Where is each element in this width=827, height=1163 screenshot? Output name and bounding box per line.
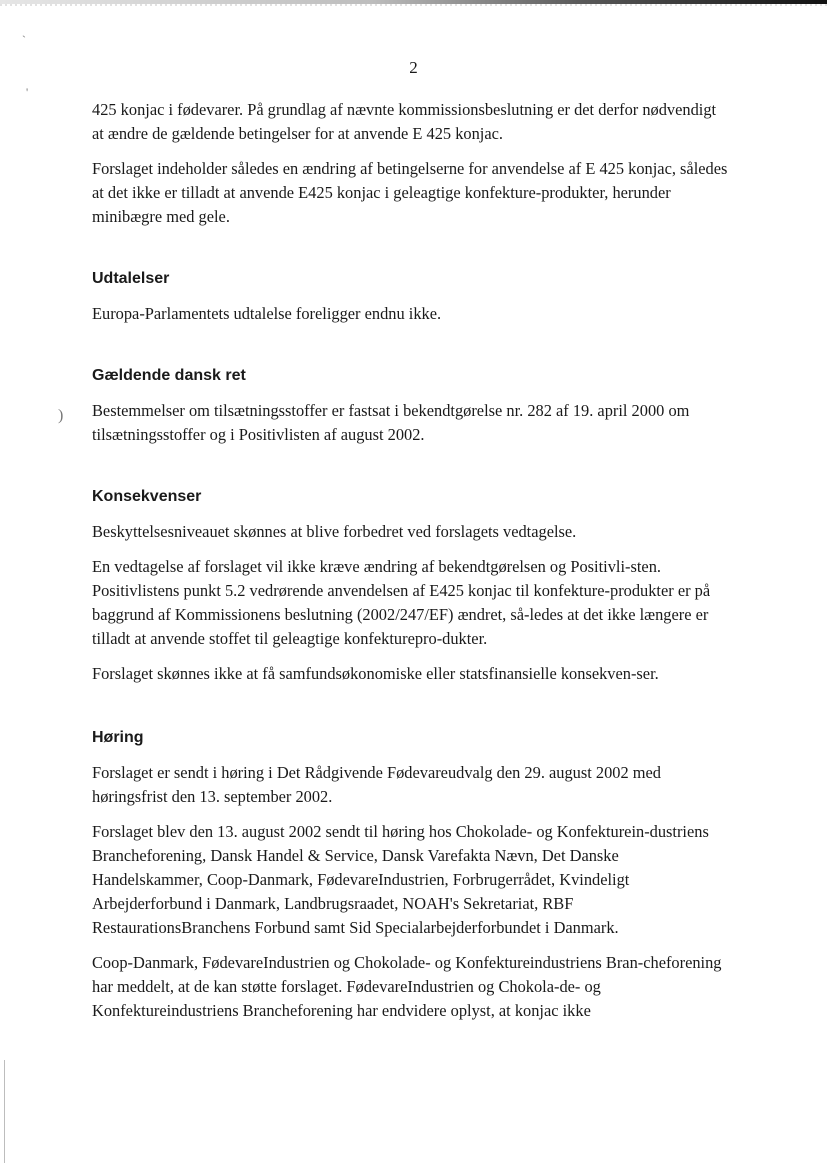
section-udtalelser	[92, 267, 728, 326]
intro-paragraph: Forslaget indeholder således en ændring af betingelserne for anvendelse af E 425 konjac, således at det ikke er tilladt at anvende E425 konjac i geleagtige konfekture-produkter, herunder minibægre med gele.	[92, 159, 728, 226]
section-paragraph: Europa-Parlamentets udtalelse foreligger endnu ikke.	[92, 304, 442, 323]
section-heading: Gældende dansk ret	[92, 367, 246, 384]
section-paragraph: Forslaget skønnes ikke at få samfundsøkonomiske eller statsfinansielle konsekven-ser.	[92, 664, 659, 683]
section-paragraph: Forslaget blev den 13. august 2002 sendt til høring hos Chokolade- og Konfekturein-dustriens Brancheforening, Dansk Handel & Service, Dansk Varefakta Nævn, Det Danske Handelskammer, Coop-Danmark, FødevareIndustrien, Forbrugerrådet, Kvindeligt Arbejderforbund i Danmark, Landbrugsraadet, NOAH's Sekretariat, RBF RestaurationsBranchens Forbund samt Sid Specialarbejderforbundet i Danmark.	[92, 822, 709, 937]
section-heading: Høring	[92, 729, 144, 746]
section-paragraph: Coop-Danmark, FødevareIndustrien og Chokolade- og Konfektureindustriens Bran-cheforening har meddelt, at de kan støtte forslaget. FødevareIndustrien og Chokola-de- og Konfektureindustriens Brancheforening har endvidere oplyst, at konjac ikke	[92, 953, 722, 1020]
section-heading: Konsekvenser	[92, 488, 202, 505]
section-hoering	[92, 726, 728, 1023]
scan-edge-left	[4, 1060, 5, 1163]
scan-speck: )	[58, 407, 64, 424]
scan-noise-top	[0, 4, 827, 6]
intro-paragraph: 425 konjac i fødevarer. På grundlag af nævnte kommissionsbeslutning er det derfor nødvendigt at ændre de gældende betingelser for at anvende E 425 konjac.	[92, 100, 717, 143]
document-body	[92, 98, 728, 1034]
section-paragraph: Bestemmelser om tilsætningsstoffer er fastsat i bekendtgørelse nr. 282 af 19. april 2000 om tilsætningsstoffer og i Positivlisten af august 2002.	[92, 401, 690, 444]
section-paragraph: Beskyttelsesniveauet skønnes at blive forbedret ved forslagets vedtagelse.	[92, 522, 577, 541]
section-heading: Udtalelser	[92, 270, 170, 287]
section-paragraph: En vedtagelse af forslaget vil ikke kræve ændring af bekendtgørelsen og Positivli-sten. Positivlistens punkt 5.2 vedrørende anvendelsen af E425 konjac til konfekture-produkter er på baggrund af Kommissionens beslutning (2002/247/EF) ændret, så-ledes at det ikke længere er tilladt at anvende stoffet til geleagtige konfekturepro-dukter.	[92, 557, 711, 648]
scan-speck: `	[22, 33, 26, 47]
section-gaeldende-dansk-ret	[92, 364, 728, 447]
section-konsekvenser	[92, 485, 728, 686]
scan-speck: '	[26, 85, 29, 99]
section-paragraph: Forslaget er sendt i høring i Det Rådgivende Fødevareudvalg den 29. august 2002 med høringsfrist den 13. september 2002.	[92, 763, 661, 806]
page-number: 2	[409, 58, 418, 77]
